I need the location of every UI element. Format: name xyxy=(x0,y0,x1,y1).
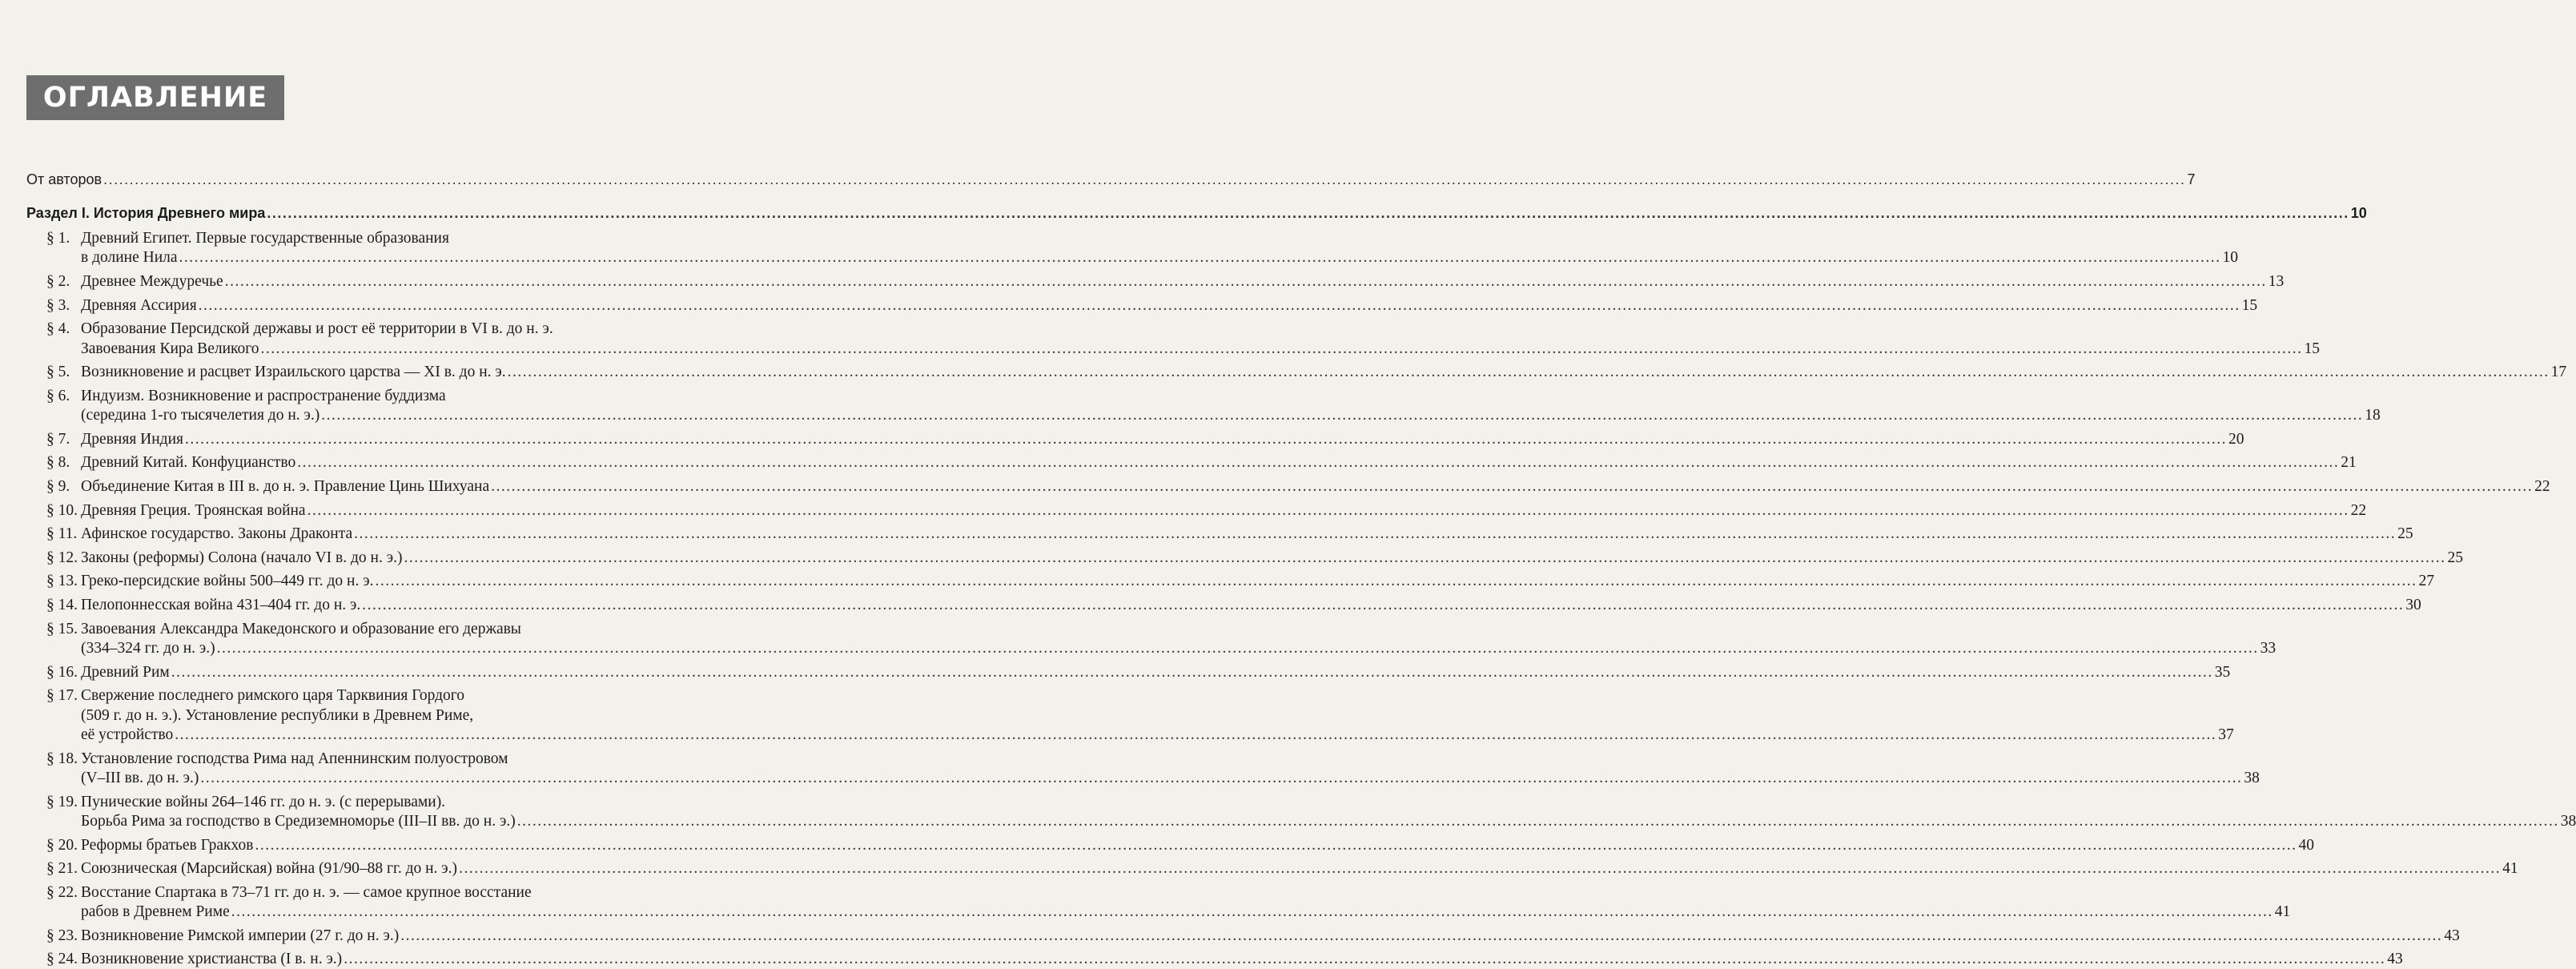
entry-title-line: Установление господства Рима над Апеннинским полуостровом xyxy=(81,750,508,767)
dot-leader: ................................................................................................................................................................................................................................................................................................................................................................................................................ xyxy=(216,639,2259,657)
dot-leader: ................................................................................................................................................................................................................................................................................................................................................................................................................ xyxy=(516,812,2559,830)
paragraph-number: § 19. xyxy=(46,793,78,810)
entry-title-line: Раздел I. История Древнего мира xyxy=(26,205,266,221)
entry-title-line: Древняя Ассирия xyxy=(81,296,197,314)
entry-title-line: Древний Рим xyxy=(81,663,170,681)
paragraph-number: § 14. xyxy=(46,597,78,613)
dot-leader: ................................................................................................................................................................................................................................................................................................................................................................................................................ xyxy=(321,407,2364,424)
dot-leader: ................................................................................................................................................................................................................................................................................................................................................................................................................ xyxy=(404,549,2446,566)
entry-title-line: Возникновение и расцвет Израильского царства — XI в. до н. э. xyxy=(81,364,506,381)
dot-leader: ................................................................................................................................................................................................................................................................................................................................................................................................................ xyxy=(175,726,2217,743)
page-number: 38 xyxy=(2560,812,2576,830)
page-number: 17 xyxy=(2550,364,2567,381)
paragraph-number: § 1. xyxy=(46,230,70,247)
dot-leader: ................................................................................................................................................................................................................................................................................................................................................................................................................ xyxy=(231,903,2273,921)
entry-title-line: Образование Персидской державы и рост её территории в VI в. до н. э. xyxy=(81,320,553,338)
paragraph-number: § 6. xyxy=(46,387,70,404)
dot-leader: ................................................................................................................................................................................................................................................................................................................................................................................................................ xyxy=(400,927,2443,944)
toc-heading-text: ОГЛАВЛЕНИЕ xyxy=(42,82,268,114)
paragraph-number: § 20. xyxy=(46,836,78,854)
paragraph-number: § 7. xyxy=(46,430,70,448)
entry-title-line: Древняя Греция. Троянская война xyxy=(81,501,306,519)
dot-leader: ................................................................................................................................................................................................................................................................................................................................................................................................................ xyxy=(375,573,2417,590)
page-number: 25 xyxy=(2397,525,2413,543)
entry-title-line: Борьба Рима за господство в Средиземноморье (III–II вв. до н. э.) xyxy=(81,812,516,830)
paragraph-number: § 24. xyxy=(46,951,78,968)
dot-leader: ................................................................................................................................................................................................................................................................................................................................................................................................................ xyxy=(103,171,2186,187)
paragraph-number: § 2. xyxy=(46,273,70,290)
paragraph-number: § 22. xyxy=(46,883,78,901)
dot-leader: ................................................................................................................................................................................................................................................................................................................................................................................................................ xyxy=(297,454,2340,472)
page-number: 22 xyxy=(2350,501,2367,519)
page-number: 7 xyxy=(2187,171,2196,187)
entry-title-line: (334–324 гг. до н. э.) xyxy=(81,639,215,657)
page-number: 15 xyxy=(2304,340,2321,357)
dot-leader: ................................................................................................................................................................................................................................................................................................................................................................................................................ xyxy=(198,296,2240,314)
entry-title-line: (середина 1-го тысячелетия до н. э.) xyxy=(81,407,320,424)
paragraph-number: § 16. xyxy=(46,663,78,681)
dot-leader: ................................................................................................................................................................................................................................................................................................................................................................................................................ xyxy=(200,769,2243,786)
entry-title-line: Древний Египет. Первые государственные образования xyxy=(81,230,449,247)
page-number: 37 xyxy=(2218,726,2234,743)
entry-title-line: Союзническая (Марсийская) война (91/90–88 гг. до н. э.) xyxy=(81,860,458,878)
entry-title-line: рабов в Древнем Риме xyxy=(81,903,230,921)
dot-leader: ................................................................................................................................................................................................................................................................................................................................................................................................................ xyxy=(255,836,2297,854)
entry-title-line: Древний Китай. Конфуцианство xyxy=(81,454,296,472)
page-number: 41 xyxy=(2274,903,2291,921)
paragraph-number: § 9. xyxy=(46,478,70,495)
page-number: 21 xyxy=(2341,454,2357,472)
entry-title-line: Древнее Междуречье xyxy=(81,273,223,290)
entry-title-line: Объединение Китая в III в. до н. э. Правление Цинь Шихуана xyxy=(81,478,490,495)
entry-title-line: Возникновение Римской империи (27 г. до н. э.) xyxy=(81,927,400,944)
paragraph-number: § 11. xyxy=(46,525,78,543)
entry-title-line: в долине Нила xyxy=(81,249,178,267)
entry-title-line: Индуизм. Возникновение и распространение буддизма xyxy=(81,387,446,404)
entry-title-line: Пелопоннесская война 431–404 гг. до н. э. xyxy=(81,597,361,613)
dot-leader: ................................................................................................................................................................................................................................................................................................................................................................................................................ xyxy=(507,364,2550,381)
dot-leader: ................................................................................................................................................................................................................................................................................................................................................................................................................ xyxy=(354,525,2397,543)
dot-leader: ................................................................................................................................................................................................................................................................................................................................................................................................................ xyxy=(179,249,2221,267)
page-number: 22 xyxy=(2534,478,2550,495)
page-number: 10 xyxy=(2350,205,2367,221)
dot-leader: ................................................................................................................................................................................................................................................................................................................................................................................................................ xyxy=(459,860,2502,878)
entry-title-line: Реформы братьев Гракхов xyxy=(81,836,254,854)
paragraph-number: § 4. xyxy=(46,320,70,338)
paragraph-number: § 5. xyxy=(46,364,70,381)
entry-title-line: Завоевания Кира Великого xyxy=(81,340,259,357)
entry-title-line: Возникновение христианства (I в. н. э.) xyxy=(81,951,343,968)
entry-title-line: Пунические войны 264–146 гг. до н. э. (с перерывами). xyxy=(81,793,446,810)
entry-title-line: Восстание Спартака в 73–71 гг. до н. э. — самое крупное восстание xyxy=(81,883,532,901)
dot-leader: ................................................................................................................................................................................................................................................................................................................................................................................................................ xyxy=(491,478,2534,495)
page-number: 15 xyxy=(2241,296,2258,314)
page-number: 41 xyxy=(2502,860,2518,878)
paragraph-number: § 17. xyxy=(46,687,78,705)
entry-title-line: Свержение последнего римского царя Тарквиния Гордого xyxy=(81,687,465,705)
page-number: 33 xyxy=(2260,639,2277,657)
entry-title-line: Завоевания Александра Македонского и образование его державы xyxy=(81,620,521,637)
page-number: 30 xyxy=(2405,597,2421,613)
entry-title-line: (509 г. до н. э.). Установление республики в Древнем Риме, xyxy=(81,706,474,724)
dot-leader: ................................................................................................................................................................................................................................................................................................................................................................................................................ xyxy=(224,273,2267,290)
dot-leader: ................................................................................................................................................................................................................................................................................................................................................................................................................ xyxy=(307,501,2349,519)
page-number: 40 xyxy=(2298,836,2314,854)
paragraph-number: § 10. xyxy=(46,501,78,519)
dot-leader: ................................................................................................................................................................................................................................................................................................................................................................................................................ xyxy=(267,205,2349,221)
dot-leader: ................................................................................................................................................................................................................................................................................................................................................................................................................ xyxy=(260,340,2303,357)
dot-leader: ................................................................................................................................................................................................................................................................................................................................................................................................................ xyxy=(185,430,2228,448)
page-number: 35 xyxy=(2214,663,2231,681)
entry-title-line: Афинское государство. Законы Драконта xyxy=(81,525,353,543)
page-number: 43 xyxy=(2444,927,2460,944)
page-number: 18 xyxy=(2365,407,2381,424)
page-number: 25 xyxy=(2447,549,2463,566)
paragraph-number: § 3. xyxy=(46,296,70,314)
entry-title-line: От авторов xyxy=(26,171,102,187)
paragraph-number: § 18. xyxy=(46,750,78,767)
entry-title-line: Греко-персидские войны 500–449 гг. до н. э. xyxy=(81,573,374,590)
page-number: 20 xyxy=(2228,430,2244,448)
paragraph-number: § 12. xyxy=(46,549,78,566)
dot-leader: ................................................................................................................................................................................................................................................................................................................................................................................................................ xyxy=(344,951,2386,968)
paragraph-number: § 8. xyxy=(46,454,70,472)
dot-leader: ................................................................................................................................................................................................................................................................................................................................................................................................................ xyxy=(362,597,2405,613)
toc-heading xyxy=(26,75,284,120)
paragraph-number: § 21. xyxy=(46,860,78,878)
page-number: 13 xyxy=(2268,273,2285,290)
page-number: 38 xyxy=(2244,769,2260,786)
dot-leader: ................................................................................................................................................................................................................................................................................................................................................................................................................ xyxy=(171,663,2213,681)
entry-title-line: (V–III вв. до н. э.) xyxy=(81,769,199,786)
page-number: 27 xyxy=(2418,573,2434,590)
page-number: 10 xyxy=(2222,249,2239,267)
paragraph-number: § 15. xyxy=(46,620,78,637)
paragraph-number: § 23. xyxy=(46,927,78,944)
entry-title-line: её устройство xyxy=(81,726,174,743)
entry-title-line: Законы (реформы) Солона (начало VI в. до н. э.) xyxy=(81,549,403,566)
entry-title-line: Древняя Индия xyxy=(81,430,184,448)
page-number: 43 xyxy=(2387,951,2403,968)
paragraph-number: § 13. xyxy=(46,573,78,590)
